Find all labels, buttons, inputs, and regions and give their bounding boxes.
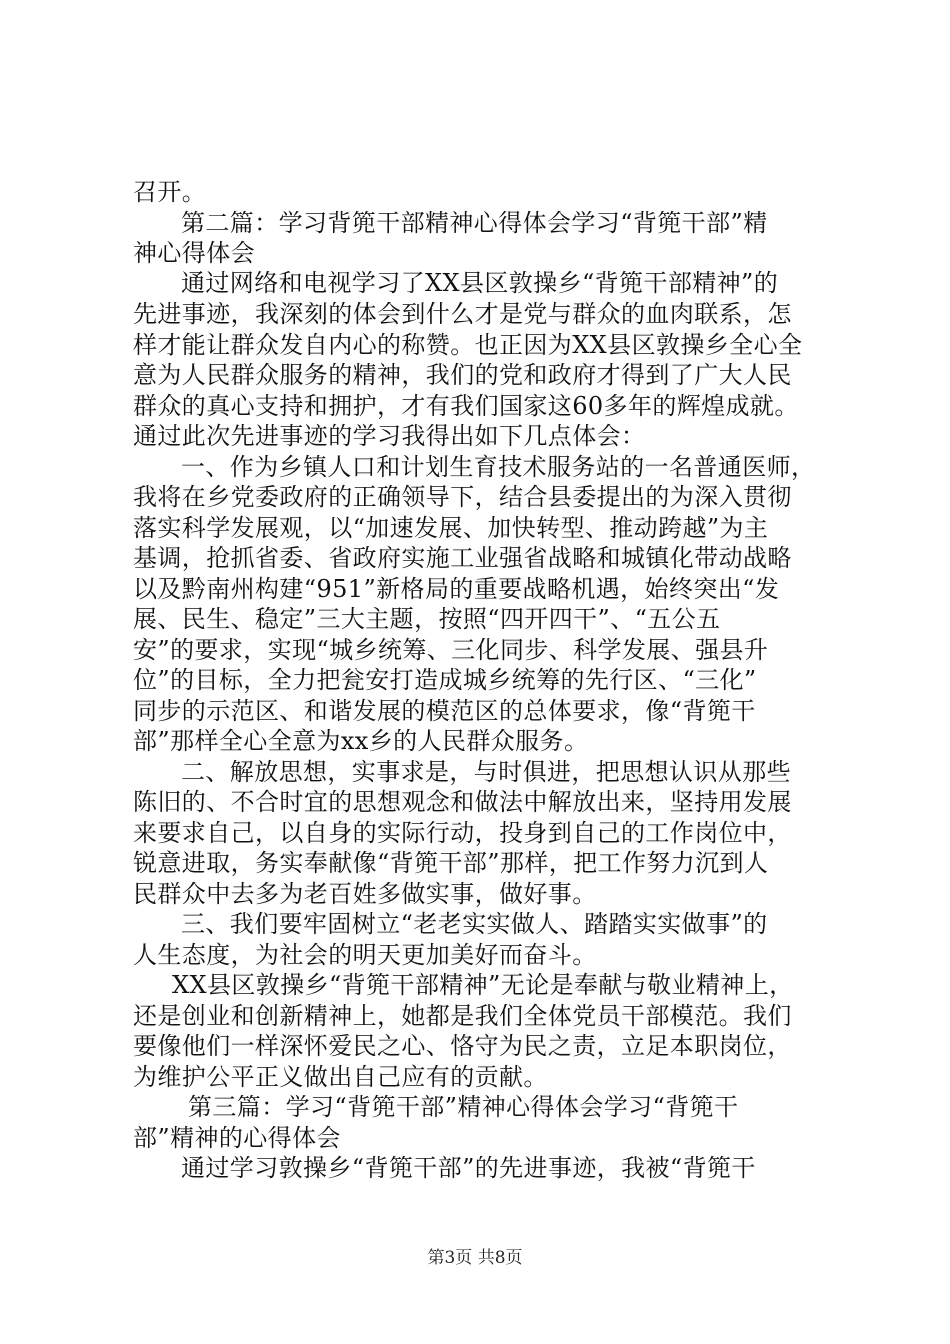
text-line: 样才能让群众发自内心的称赞。也正因为XX县区敦操乡全心全 [133, 331, 803, 359]
section-heading: 部”精神的心得体会 [133, 1124, 341, 1152]
page-number-footer: 第3页 共8页 [427, 1248, 523, 1268]
text-line: 锐意进取，务实奉献像“背篼干部”那样，把工作努力沉到人 [133, 849, 769, 877]
text-line: 通过网络和电视学习了XX县区敦操乡“背篼干部精神”的 [181, 269, 779, 297]
section-heading: 第三篇：学习“背篼干部”精神心得体会学习“背篼干 [188, 1093, 739, 1121]
text-line: 部”那样全心全意为xx乡的人民群众服务。 [133, 727, 589, 755]
text-line: 一、作为乡镇人口和计划生育技术服务站的一名普通医师， [181, 453, 816, 481]
text-line: 安”的要求，实现“城乡统筹、三化同步、科学发展、强县升 [133, 636, 769, 664]
text-line: 三、我们要牢固树立“老老实实做人、踏踏实实做事”的 [181, 910, 768, 938]
text-line: 同步的示范区、和谐发展的模范区的总体要求，像“背篼干 [133, 697, 756, 725]
text-line: 基调，抢抓省委、省政府实施工业强省战略和城镇化带动战略 [133, 544, 792, 572]
text-line: 通过此次先进事迹的学习我得出如下几点体会： [133, 422, 646, 450]
text-line: 召开。 [133, 178, 207, 206]
section-heading: 第二篇：学习背篼干部精神心得体会学习“背篼干部”精 [181, 209, 768, 237]
text-line: 通过学习敦操乡“背篼干部”的先进事迹，我被“背篼干 [181, 1154, 756, 1182]
text-line: 先进事迹，我深刻的体会到什么才是党与群众的血肉联系，怎 [133, 300, 792, 328]
text-line: 为维护公平正义做出自己应有的贡献。 [133, 1063, 548, 1091]
text-line: 我将在乡党委政府的正确领导下，结合县委提出的为深入贯彻 [133, 483, 792, 511]
text-line: 还是创业和创新精神上，她都是我们全体党员干部模范。我们 [133, 1002, 792, 1030]
text-line: 民群众中去多为老百姓多做实事，做好事。 [133, 880, 597, 908]
text-line: 以及黔南州构建“951”新格局的重要战略机遇，始终突出“发 [133, 575, 780, 603]
text-line: 要像他们一样深怀爱民之心、恪守为民之责，立足本职岗位， [133, 1032, 792, 1060]
text-line: 展、民生、稳定”三大主题，按照“四开四干”、“五公五 [133, 605, 721, 633]
text-line: 位”的目标，全力把瓮安打造成城乡统筹的先行区、“三化” [133, 666, 757, 694]
text-line: 陈旧的、不合时宜的思想观念和做法中解放出来，坚持用发展 [133, 788, 792, 816]
section-heading: 神心得体会 [133, 239, 255, 267]
text-line: 来要求自己，以自身的实际行动，投身到自己的工作岗位中， [133, 819, 792, 847]
text-line: 群众的真心支持和拥护，才有我们国家这60多年的辉煌成就。 [133, 392, 799, 420]
text-line: 落实科学发展观，以“加速发展、加快转型、推动跨越”为主 [133, 514, 769, 542]
text-line: XX县区敦操乡“背篼干部精神”无论是奉献与敬业精神上， [172, 971, 794, 999]
text-line: 人生态度，为社会的明天更加美好而奋斗。 [133, 941, 597, 969]
text-line: 意为人民群众服务的精神，我们的党和政府才得到了广大人民 [133, 361, 792, 389]
text-line: 二、解放思想，实事求是，与时俱进，把思想认识从那些 [181, 758, 791, 786]
